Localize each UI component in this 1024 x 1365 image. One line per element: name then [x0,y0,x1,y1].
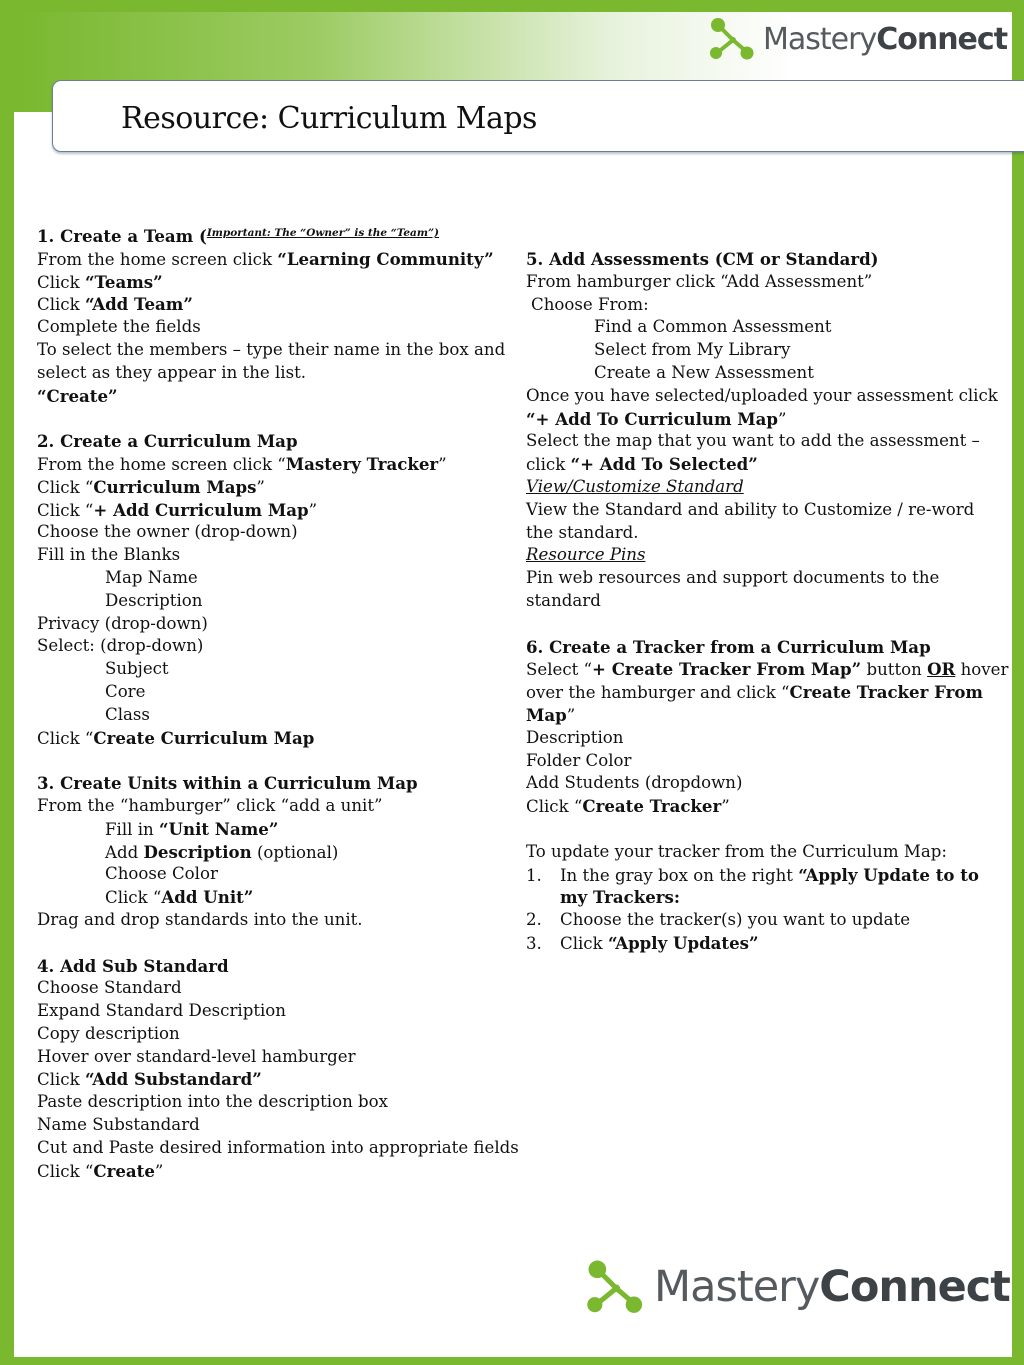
list-item: Map” [526,704,576,725]
list-item: Cut and Paste desired information into appropriate fields [37,1137,519,1157]
update-intro: To update your tracker from the Curriculum Map: [526,841,947,861]
list-item: Choose Color [105,864,218,884]
list-item: Choose Standard [37,978,182,998]
list-item: Description [105,590,203,610]
list-item: Class [105,704,150,724]
list-item: Select the map that you want to add the assessment – [526,431,980,451]
list-item: Subject [105,659,169,679]
masteryconnect-mark-icon [709,16,755,62]
section-3-heading: 3. Create Units within a Curriculum Map [37,773,418,794]
title-box [52,80,1024,152]
list-item: “Create” [37,385,118,406]
subheading-view-customize: View/Customize Standard [526,476,744,496]
masteryconnect-mark-icon [586,1258,644,1316]
list-item: Select “+ Create Tracker From Map” button OR hover [526,659,1009,680]
page-title: Resource: Curriculum Maps [121,101,537,136]
section-2-heading: 2. Create a Curriculum Map [37,431,298,452]
section-4-heading: 4. Add Sub Standard [37,955,229,976]
subheading-resource-pins: Resource Pins [526,545,646,565]
section-6-heading: 6. Create a Tracker from a Curriculum Map [526,636,931,657]
numbered-step-continuation: my Trackers: [560,887,680,908]
list-item: From the home screen click “Learning Community” [37,248,494,269]
list-item: select as they appear in the list. [37,362,307,382]
list-item: Click “Create Tracker” [526,796,730,817]
owner-note: Important: The “Owner” is the “Team”) [206,227,439,239]
list-item: standard [526,590,601,610]
list-item: Complete the fields [37,317,201,337]
list-item: Copy description [37,1023,180,1043]
list-item: Click “Create” [37,1160,164,1181]
list-item: From the home screen click “Mastery Tracker” [37,453,447,474]
list-item: Click “Teams” [37,271,163,292]
list-item: “+ Add To Curriculum Map” [526,408,787,429]
left-column [37,225,517,1182]
list-item: Add Students (dropdown) [526,773,743,793]
right-column [526,248,1009,955]
list-item: Choose From: [531,294,649,314]
list-item: Find a Common Assessment [594,317,832,337]
list-item: Privacy (drop-down) [37,613,208,633]
list-item: View the Standard and ability to Customize / re-word [526,499,975,519]
list-item: Click “Add Team” [37,294,193,315]
list-item: Name Substandard [37,1115,200,1135]
list-item: Folder Color [526,750,632,770]
list-item: To select the members – type their name in the box and [37,339,506,359]
list-item: Click “Curriculum Maps” [37,476,265,497]
logo-wordmark: MasteryConnect [763,21,1008,57]
list-item: Click “Add Substandard” [37,1069,262,1090]
numbered-step: 1. In the gray box on the right “Apply Update to to [526,864,979,885]
section-5-heading: 5. Add Assessments (CM or Standard) [526,249,879,269]
list-item: Click “Create Curriculum Map [37,727,315,748]
list-item: over the hamburger and click “Create Tracker From [526,682,983,703]
document-page [14,12,1012,1357]
list-item: From the “hamburger” click “add a unit” [37,795,383,815]
list-item: the standard. [526,522,639,542]
list-item: Create a New Assessment [594,362,814,382]
logo-wordmark: MasteryConnect [654,1262,1010,1312]
list-item: Drag and drop standards into the unit. [37,909,363,929]
list-item: Select from My Library [594,340,791,360]
list-item: click “+ Add To Selected” [526,454,758,475]
list-item: Description [526,727,624,747]
list-item: Once you have selected/uploaded your assessment click [526,385,998,405]
list-item: Click “+ Add Curriculum Map” [37,499,318,520]
list-item: Expand Standard Description [37,1001,286,1021]
list-item: Pin web resources and support documents to the [526,568,940,588]
list-item: From hamburger click “Add Assessment” [526,271,873,291]
list-item: Select: (drop-down) [37,636,204,656]
list-item: Add Description (optional) [105,841,339,862]
numbered-step: 2. Choose the tracker(s) you want to update [526,910,911,930]
masteryconnect-logo-footer [586,1258,1010,1316]
masteryconnect-logo-header [709,16,1007,62]
list-item: Click “Add Unit” [105,887,254,908]
list-item: Core [105,681,146,701]
section-1-heading: 1. Create a Team ($^{Important: The “Owner” is the “Team”)}$ [37,226,439,246]
list-item: Fill in the Blanks [37,545,181,565]
numbered-step: 3. Click “Apply Updates” [526,932,759,953]
list-item: Fill in “Unit Name” [105,818,279,839]
list-item: Paste description into the description box [37,1092,389,1112]
list-item: Hover over standard-level hamburger [37,1046,356,1066]
list-item: Choose the owner (drop-down) [37,522,298,542]
list-item: Map Name [105,567,198,587]
